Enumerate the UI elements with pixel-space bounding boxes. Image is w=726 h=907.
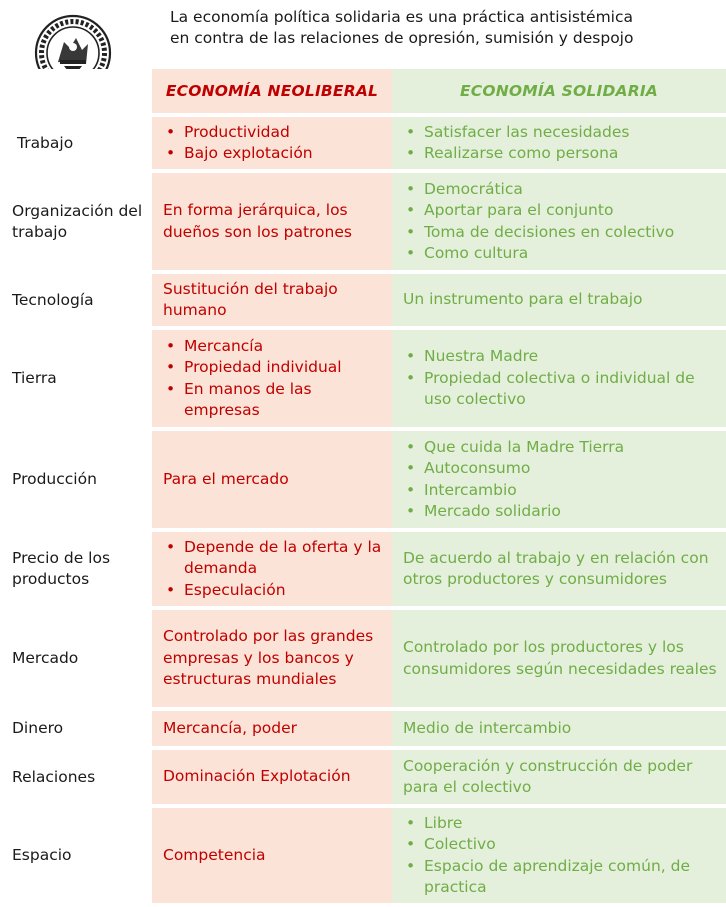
row-label: Dinero: [0, 711, 152, 750]
row-label: Producción: [0, 431, 152, 532]
row-label: Precio de los productos: [0, 532, 152, 610]
list-item: • Realizarse como persona: [403, 143, 720, 165]
cell-solidaria: [392, 173, 726, 274]
list-item: • Propiedad colectiva o individual de uso colectivo: [403, 368, 720, 411]
cell-solidaria: [392, 711, 726, 750]
list-item: • Depende de la oferta y la demanda: [163, 537, 386, 580]
cell-solidaria: [392, 532, 726, 610]
row-label: Mercado: [0, 610, 152, 711]
table-row: [0, 173, 726, 274]
cell-text: Sustitución del trabajo humano: [163, 279, 338, 319]
table-row: [0, 750, 726, 808]
bullet-list: [403, 122, 720, 165]
cell-neoliberal: [152, 274, 392, 330]
cell-text: Mercancía, poder: [163, 718, 298, 737]
list-item: • Intercambio: [403, 480, 720, 502]
cell-solidaria: [392, 610, 726, 711]
cell-solidaria: [392, 117, 726, 173]
table-row: [0, 711, 726, 750]
bullet-list: [163, 537, 386, 602]
cell-solidaria: [392, 431, 726, 532]
table-row: [0, 117, 726, 173]
bullet-list: [403, 813, 720, 899]
list-item: • En manos de las empresas: [163, 379, 386, 422]
cell-text: De acuerdo al trabajo y en relación con otros productores y consumidores: [403, 548, 709, 588]
list-item: • Colectivo: [403, 834, 720, 856]
list-item: • Libre: [403, 813, 720, 835]
cell-neoliberal: [152, 610, 392, 711]
header-neoliberal: ECONOMÍA NEOLIBERAL: [152, 69, 392, 117]
bullet-list: [403, 437, 720, 523]
cell-solidaria: [392, 330, 726, 431]
intro-line-2: en contra de las relaciones de opresión, sumisión y despojo: [170, 29, 634, 47]
cell-neoliberal: [152, 711, 392, 750]
header-blank: [0, 69, 152, 117]
cell-text: Para el mercado: [163, 469, 289, 488]
cell-text: Competencia: [163, 845, 266, 864]
table-row: [0, 610, 726, 711]
list-item: • Mercado solidario: [403, 501, 720, 523]
bullet-list: [163, 122, 386, 165]
cell-solidaria: [392, 274, 726, 330]
comparison-table: [0, 69, 726, 907]
list-item: • Especulación: [163, 580, 386, 602]
list-item: • Que cuida la Madre Tierra: [403, 437, 720, 459]
row-label: Trabajo: [0, 117, 152, 173]
bullet-list: [163, 336, 386, 422]
table-row: [0, 532, 726, 610]
cell-text: Dominación Explotación: [163, 767, 351, 786]
list-item: • Autoconsumo: [403, 458, 720, 480]
cell-neoliberal: [152, 532, 392, 610]
table-row: [0, 330, 726, 431]
list-item: • Democrática: [403, 179, 720, 201]
list-item: • Aportar para el conjunto: [403, 200, 720, 222]
header-solidaria: ECONOMÍA SOLIDARIA: [392, 69, 726, 117]
cell-text: En forma jerárquica, los dueños son los patrones: [163, 201, 352, 241]
cell-text: Controlado por las grandes empresas y los bancos y estructuras mundiales: [163, 627, 374, 689]
cell-text: Cooperación y construcción de poder para el colectivo: [403, 756, 693, 796]
row-label: Espacio: [0, 808, 152, 907]
table-row: [0, 431, 726, 532]
row-label: Organización del trabajo: [0, 173, 152, 274]
row-label: Tierra: [0, 330, 152, 431]
row-label: Tecnología: [0, 274, 152, 330]
table-row: [0, 808, 726, 907]
list-item: • Satisfacer las necesidades: [403, 122, 720, 144]
list-item: • Productividad: [163, 122, 386, 144]
list-item: • Mercancía: [163, 336, 386, 358]
list-item: • Como cultura: [403, 243, 720, 265]
intro-line-1: La economía política solidaria es una práctica antisistémica: [170, 8, 633, 26]
cell-text: Un instrumento para el trabajo: [403, 290, 643, 309]
cell-neoliberal: [152, 117, 392, 173]
cell-neoliberal: [152, 808, 392, 907]
list-item: • Toma de decisiones en colectivo: [403, 222, 720, 244]
cell-neoliberal: [152, 330, 392, 431]
bullet-list: [403, 346, 720, 411]
list-item: • Espacio de aprendizaje común, de practica: [403, 856, 720, 899]
header-row: [0, 69, 726, 117]
cell-solidaria: [392, 750, 726, 808]
cell-text: Medio de intercambio: [403, 718, 572, 737]
list-item: • Bajo explotación: [163, 143, 386, 165]
list-item: • Nuestra Madre: [403, 346, 720, 368]
list-item: • Propiedad individual: [163, 357, 386, 379]
row-label: Relaciones: [0, 750, 152, 808]
cell-neoliberal: [152, 750, 392, 808]
cell-neoliberal: [152, 173, 392, 274]
cell-neoliberal: [152, 431, 392, 532]
bullet-list: [403, 179, 720, 265]
table-row: [0, 274, 726, 330]
cell-text: Controlado por los productores y los consumidores según necesidades reales: [403, 638, 717, 678]
intro-text: [170, 7, 715, 49]
cell-solidaria: [392, 808, 726, 907]
